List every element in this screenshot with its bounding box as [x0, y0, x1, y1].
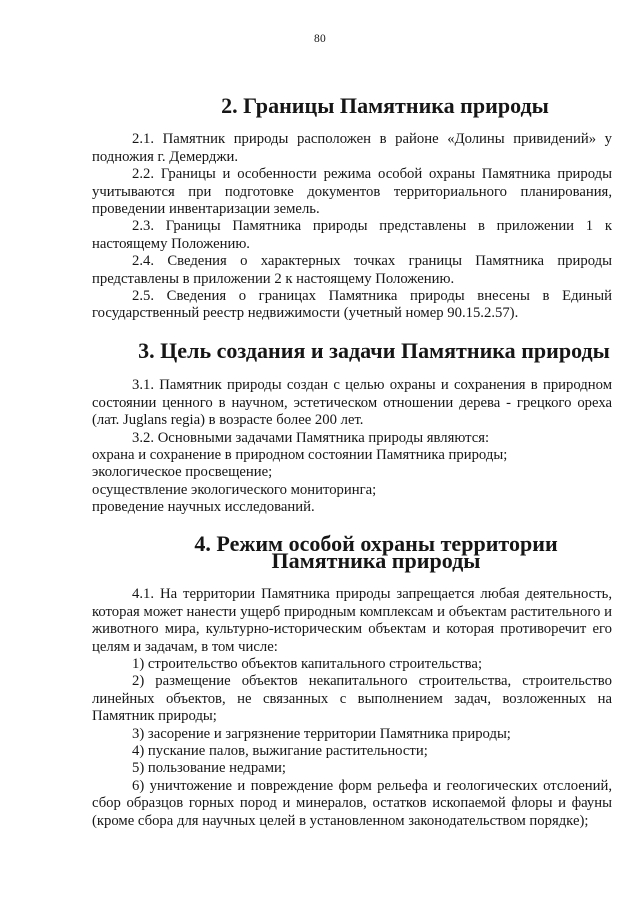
paragraph-2-3: 2.3. Границы Памятника природы представлены в приложении 1 к настоящему Положению. [92, 218, 612, 252]
prohibition-item: 3) засорение и загрязнение территории Памятника природы; [132, 725, 511, 742]
task-item: осуществление экологического мониторинга; [92, 481, 377, 498]
task-item: охрана и сохранение в природном состоянии Памятника природы; [92, 446, 508, 463]
section-2-heading: 2. Границы Памятника природы [221, 93, 549, 118]
prohibition-item: 4) пускание палов, выжигание растительности; [132, 743, 428, 759]
prohibition-item: 1) строительство объектов капитального строительства; [132, 655, 483, 672]
paragraph-3-1: 3.1. Памятник природы создан с целью охраны и сохранения в природном состоянии ценного в научном, эстетическом отношении дерева - грецкого ореха (лат. Juglans regia) в возрасте более 200 лет. [92, 377, 612, 429]
prohibition-item: 6) уничтожение и повреждение форм рельефа и геологических отслоений, сбор образцов горных пород и минералов, остатков ископаемой флоры и фауны (кроме сбора для научных целей в установленном законодательством порядке); [92, 777, 612, 829]
prohibition-item: 2) размещение объектов некапитального строительства, строительство линейных объектов, не связанных с выполнением задач, возложенных на Памятник природы; [92, 673, 612, 725]
task-item: проведение научных исследований. [92, 499, 315, 516]
paragraph-2-4: 2.4. Сведения о характерных точках границы Памятника природы представлены в приложении 2 к настоящему Положению. [92, 253, 612, 287]
section-4-heading: 4. Режим особой охраны территории Памятника природы [194, 530, 558, 573]
section-3-heading: 3. Цель создания и задачи Памятника природы [138, 337, 610, 363]
paragraph-3-2: 3.2. Основными задачами Памятника природы являются: [132, 429, 490, 446]
task-item: экологическое просвещение; [92, 464, 273, 481]
page-number: 80 [313, 33, 327, 45]
prohibition-item: 5) пользование недрами; [132, 760, 286, 777]
document-body [92, 93, 612, 830]
paragraph-2-5: 2.5. Сведения о границах Памятника природы внесены в Единый государственный реестр недвижимости (учетный номер 90.15.2.57). [92, 288, 612, 322]
paragraph-2-2: 2.2. Границы и особенности режима особой охраны Памятника природы учитываются при подготовке документов территориального планирования, проведении инвентаризации земель. [92, 166, 612, 218]
paragraph-4-1: 4.1. На территории Памятника природы запрещается любая деятельность, которая может нанести ущерб природным комплексам и объектам растительного и животного мира, культурно-историческим объектам и которая противоречит его целям и задачам, в том числе: [92, 586, 612, 655]
paragraph-2-1: 2.1. Памятник природы расположен в районе «Долины привидений» у подножия г. Демерджи. [92, 131, 612, 165]
